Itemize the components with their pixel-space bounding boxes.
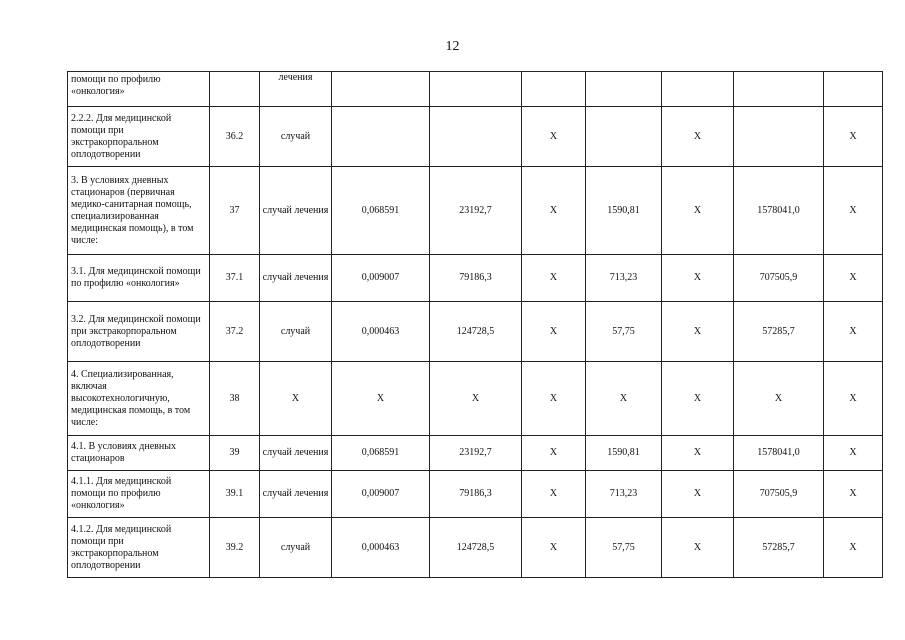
page-number: 12 — [445, 39, 460, 54]
x-cell-c: X — [824, 362, 883, 436]
table-row — [68, 255, 883, 302]
cost-cell: 79186,3 — [430, 471, 522, 518]
x-cell-c: X — [824, 471, 883, 518]
volume-cell: 0,068591 — [332, 167, 430, 255]
volume-cell: 0,000463 — [332, 302, 430, 362]
x-cell-c: X — [824, 436, 883, 471]
x-cell-a: X — [522, 107, 586, 167]
table-row — [68, 471, 883, 518]
row-code-cell: 39.2 — [210, 518, 260, 578]
row-name-cell: 3.1. Для медицинской помощи по профилю «онкология» — [68, 255, 210, 302]
x-cell-c: X — [824, 167, 883, 255]
per-capita-cell: 713,23 — [586, 471, 662, 518]
x-cell-a: X — [522, 436, 586, 471]
volume-cell — [332, 72, 430, 107]
x-cell-a — [522, 72, 586, 107]
row-code-cell: 38 — [210, 362, 260, 436]
x-cell-c: X — [824, 107, 883, 167]
table-row — [68, 518, 883, 578]
row-unit-cell: случай лечения — [260, 167, 332, 255]
row-code-cell: 37.2 — [210, 302, 260, 362]
row-name-cell: 4. Специализированная, включая высокотехнологичную, медицинская помощь, в том числе: — [68, 362, 210, 436]
total-cell: 707505,9 — [734, 255, 824, 302]
per-capita-cell — [586, 107, 662, 167]
x-cell-a: X — [522, 167, 586, 255]
row-code-cell: 37 — [210, 167, 260, 255]
row-unit-cell: случай лечения — [260, 255, 332, 302]
per-capita-cell: X — [586, 362, 662, 436]
row-code-cell: 36.2 — [210, 107, 260, 167]
cost-cell: X — [430, 362, 522, 436]
cost-cell — [430, 72, 522, 107]
volume-cell: 0,068591 — [332, 436, 430, 471]
per-capita-cell: 1590,81 — [586, 436, 662, 471]
per-capita-cell: 1590,81 — [586, 167, 662, 255]
row-name-cell: 2.2.2. Для медицинской помощи при экстракорпоральном оплодотворении — [68, 107, 210, 167]
row-unit-cell: случай лечения — [260, 436, 332, 471]
row-name-cell: 3. В условиях дневных стационаров (первичная медико-санитарная помощь, специализированная медицинская помощь), в том числе: — [68, 167, 210, 255]
per-capita-cell — [586, 72, 662, 107]
per-capita-cell: 57,75 — [586, 302, 662, 362]
table-row — [68, 436, 883, 471]
x-cell-b: X — [662, 362, 734, 436]
x-cell-c: X — [824, 518, 883, 578]
total-cell: X — [734, 362, 824, 436]
x-cell-b: X — [662, 302, 734, 362]
x-cell-b: X — [662, 471, 734, 518]
total-cell: 57285,7 — [734, 302, 824, 362]
cost-cell: 23192,7 — [430, 436, 522, 471]
table-row — [68, 107, 883, 167]
x-cell-c: X — [824, 302, 883, 362]
volume-cell — [332, 107, 430, 167]
row-code-cell — [210, 72, 260, 107]
row-unit-cell: случай — [260, 302, 332, 362]
cost-cell: 79186,3 — [430, 255, 522, 302]
volume-cell: 0,009007 — [332, 471, 430, 518]
cost-cell: 23192,7 — [430, 167, 522, 255]
x-cell-b: X — [662, 255, 734, 302]
total-cell: 707505,9 — [734, 471, 824, 518]
cost-cell — [430, 107, 522, 167]
row-code-cell: 37.1 — [210, 255, 260, 302]
table-row — [68, 72, 883, 107]
x-cell-b: X — [662, 107, 734, 167]
row-unit-cell: лечения — [260, 72, 332, 107]
x-cell-a: X — [522, 518, 586, 578]
x-cell-b: X — [662, 436, 734, 471]
cost-cell: 124728,5 — [430, 518, 522, 578]
row-name-cell: 4.1. В условиях дневных стационаров — [68, 436, 210, 471]
total-cell: 57285,7 — [734, 518, 824, 578]
per-capita-cell: 57,75 — [586, 518, 662, 578]
table-row — [68, 302, 883, 362]
row-unit-cell: X — [260, 362, 332, 436]
row-code-cell: 39.1 — [210, 471, 260, 518]
total-cell — [734, 107, 824, 167]
data-table — [67, 71, 883, 578]
table-row — [68, 362, 883, 436]
row-unit-cell: случай — [260, 107, 332, 167]
row-name-cell: 4.1.1. Для медицинской помощи по профилю «онкология» — [68, 471, 210, 518]
x-cell-c: X — [824, 255, 883, 302]
row-code-cell: 39 — [210, 436, 260, 471]
total-cell: 1578041,0 — [734, 167, 824, 255]
x-cell-c — [824, 72, 883, 107]
table-row — [68, 167, 883, 255]
row-name-cell: 4.1.2. Для медицинской помощи при экстракорпоральном оплодотворении — [68, 518, 210, 578]
x-cell-b: X — [662, 518, 734, 578]
row-unit-cell: случай лечения — [260, 471, 332, 518]
x-cell-a: X — [522, 255, 586, 302]
x-cell-b: X — [662, 167, 734, 255]
row-name-cell: помощи по профилю «онкология» — [68, 72, 210, 107]
x-cell-a: X — [522, 362, 586, 436]
volume-cell: 0,000463 — [332, 518, 430, 578]
row-unit-cell: случай — [260, 518, 332, 578]
cost-cell: 124728,5 — [430, 302, 522, 362]
row-name-cell: 3.2. Для медицинской помощи при экстракорпоральном оплодотворении — [68, 302, 210, 362]
volume-cell: 0,009007 — [332, 255, 430, 302]
total-cell — [734, 72, 824, 107]
total-cell: 1578041,0 — [734, 436, 824, 471]
x-cell-a: X — [522, 471, 586, 518]
per-capita-cell: 713,23 — [586, 255, 662, 302]
x-cell-a: X — [522, 302, 586, 362]
volume-cell: X — [332, 362, 430, 436]
x-cell-b — [662, 72, 734, 107]
